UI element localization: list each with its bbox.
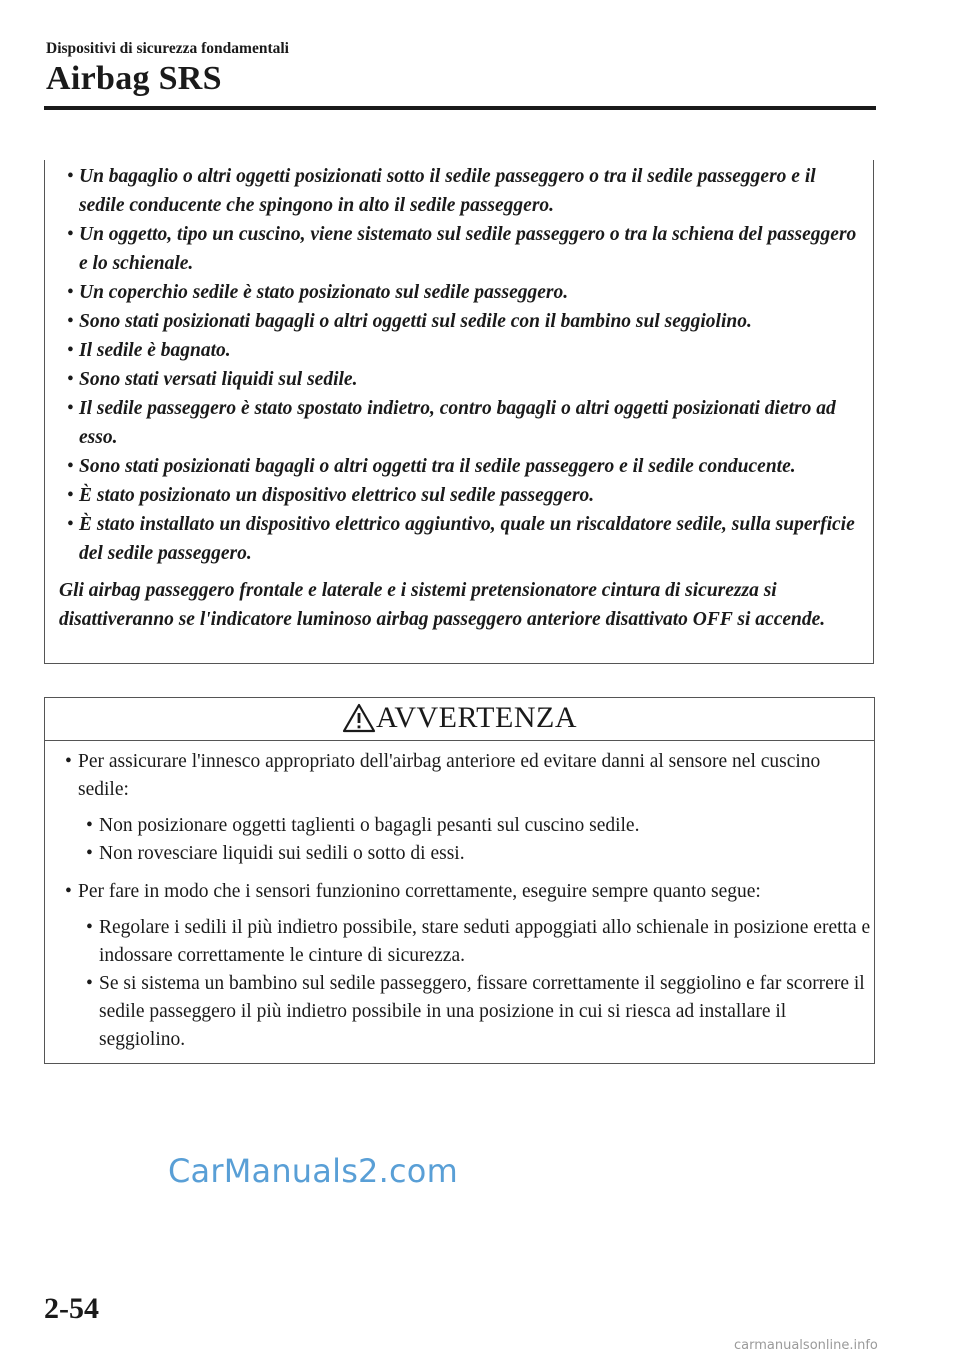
warning-sublist (78, 914, 874, 1054)
bullet-icon: • (67, 369, 74, 390)
list-item-text: Il sedile è bagnato. (79, 340, 231, 361)
deactivation-note: Gli airbag passeggero frontale e laterale e i sistemi pretensionatore cintura di sicurezza si disattiveranno se l'indicatore luminoso airbag passeggero anteriore disattivato OFF si accende. (59, 580, 826, 630)
bullet-icon: • (67, 398, 74, 419)
bullet-icon: • (65, 751, 72, 772)
bullet-icon: • (86, 843, 93, 864)
list-item-text: Un oggetto, tipo un cuscino, viene sistemato sul sedile passeggero o tra la schiena del passeggero e lo schienale. (79, 224, 857, 274)
warning-list (45, 748, 874, 1054)
list-item (57, 278, 865, 307)
list-item (57, 162, 865, 220)
bullet-icon: • (86, 973, 93, 994)
list-item-text: Sono stati versati liquidi sul sedile. (79, 369, 358, 390)
list-item (45, 748, 874, 868)
list-item (78, 812, 874, 840)
list-item (57, 510, 865, 568)
list-item-text: Non rovesciare liquidi sui sedili o sotto di essi. (99, 843, 465, 864)
bullet-icon: • (65, 881, 72, 902)
list-item (78, 914, 874, 970)
list-item (57, 452, 865, 481)
bullet-icon: • (67, 311, 74, 332)
list-item (78, 970, 874, 1054)
conditions-list (57, 162, 865, 568)
warning-title: AVVERTENZA (376, 701, 577, 734)
list-item-text: Un bagaglio o altri oggetti posizionati sotto il sedile passeggero o tra il sedile passeggero e il sedile conducente che spingono in alto il sedile passeggero. (79, 166, 816, 216)
list-item-text: Un coperchio sedile è stato posizionato sul sedile passeggero. (79, 282, 569, 303)
conditions-box (44, 160, 874, 664)
page-title: Airbag SRS (46, 60, 222, 97)
section-label: Dispositivi di sicurezza fondamentali (46, 40, 289, 57)
list-item-text: Sono stati posizionati bagagli o altri oggetti sul sedile con il bambino sul seggiolino. (79, 311, 752, 332)
list-item-text: Sono stati posizionati bagagli o altri oggetti tra il sedile passeggero e il sedile conducente. (79, 456, 796, 477)
warning-sublist (78, 812, 874, 868)
bullet-icon: • (67, 514, 74, 535)
warning-box (44, 697, 875, 1064)
bullet-icon: • (67, 282, 74, 303)
bullet-icon: • (67, 485, 74, 506)
page-number: 2-54 (44, 1292, 99, 1325)
list-item (57, 365, 865, 394)
list-item-text: Regolare i sedili il più indietro possibile, stare seduti appoggiati allo schienale in posizione eretta e indossare correttamente le cinture di sicurezza. (99, 917, 871, 966)
warning-body (45, 748, 874, 1054)
bullet-icon: • (67, 166, 74, 187)
list-item (78, 840, 874, 868)
list-item-text: Il sedile passeggero è stato spostato indietro, contro bagagli o altri oggetti posizionati dietro ad esso. (79, 398, 836, 448)
bullet-icon: • (67, 456, 74, 477)
list-item (57, 481, 865, 510)
bullet-icon: • (86, 815, 93, 836)
bullet-icon: • (67, 224, 74, 245)
list-item-text: È stato installato un dispositivo elettrico aggiuntivo, quale un riscaldatore sedile, sulla superficie del sedile passeggero. (79, 514, 855, 564)
watermark: CarManuals2.com (168, 1152, 458, 1190)
list-item (45, 878, 874, 1054)
list-item-text: Se si sistema un bambino sul sedile passeggero, fissare correttamente il seggiolino e far scorrere il sedile passeggero il più indietro possibile in una posizione in cui si riesca ad installare il seggiolino. (99, 973, 865, 1050)
list-item-text: Per assicurare l'innesco appropriato dell'airbag anteriore ed evitare danni al sensore nel cuscino sedile: (78, 751, 821, 800)
bullet-icon: • (67, 340, 74, 361)
warning-triangle-icon (342, 703, 376, 733)
list-item-text: Per fare in modo che i sensori funzionino correttamente, eseguire sempre quanto segue: (78, 881, 761, 902)
bullet-icon: • (86, 917, 93, 938)
list-item (57, 394, 865, 452)
list-item-text: È stato posizionato un dispositivo elettrico sul sedile passeggero. (79, 485, 595, 506)
warning-header (45, 698, 874, 741)
list-item-text: Non posizionare oggetti taglienti o bagagli pesanti sul cuscino sedile. (99, 815, 640, 836)
list-item (57, 307, 865, 336)
title-rule (44, 106, 876, 110)
list-item (57, 220, 865, 278)
list-item (57, 336, 865, 365)
footer-site: carmanualsonline.info (734, 1338, 878, 1353)
